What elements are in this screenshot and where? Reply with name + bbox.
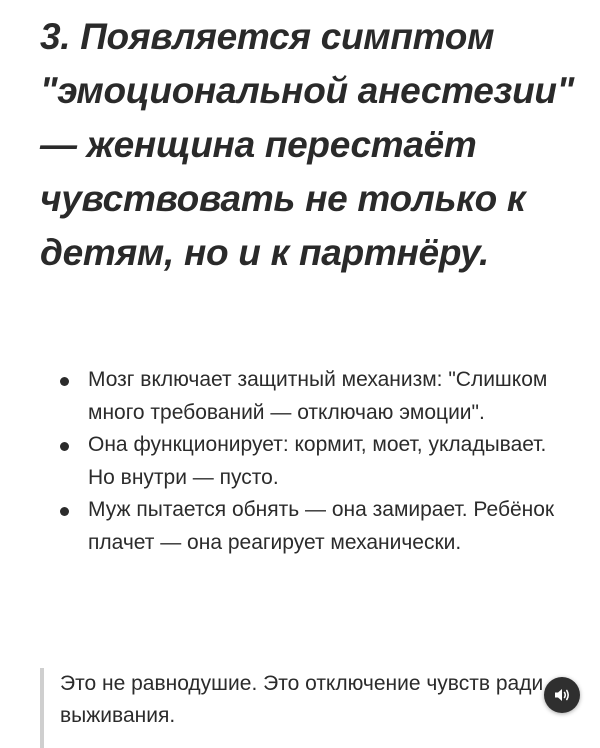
audio-play-button[interactable] bbox=[544, 677, 580, 713]
bullet-dot bbox=[60, 442, 69, 451]
list-item bbox=[60, 364, 560, 429]
bullet-dot bbox=[60, 377, 69, 386]
bullet-list bbox=[60, 364, 560, 559]
list-item bbox=[60, 429, 560, 494]
blockquote-text: Это не равнодушие. Это отключение чувств ради выживания. bbox=[60, 672, 544, 727]
list-item-text: Муж пытается обнять — она замирает. Ребёнок плачет — она реагирует механически. bbox=[88, 498, 555, 554]
list-item-text: Мозг включает защитный механизм: "Слишком много требований — отключаю эмоции". bbox=[88, 368, 548, 424]
section-heading: 3. Появляется симптом "эмоциональной анестезии" — женщина перестаёт чувствовать не только к детям, но и к партнёру. bbox=[40, 16, 574, 273]
list-item-text: Она функционирует: кормит, моет, укладывает. Но внутри — пусто. bbox=[88, 433, 547, 489]
list-item bbox=[60, 494, 560, 559]
blockquote bbox=[40, 668, 560, 748]
bullet-dot bbox=[60, 507, 69, 516]
speaker-icon bbox=[552, 685, 572, 705]
